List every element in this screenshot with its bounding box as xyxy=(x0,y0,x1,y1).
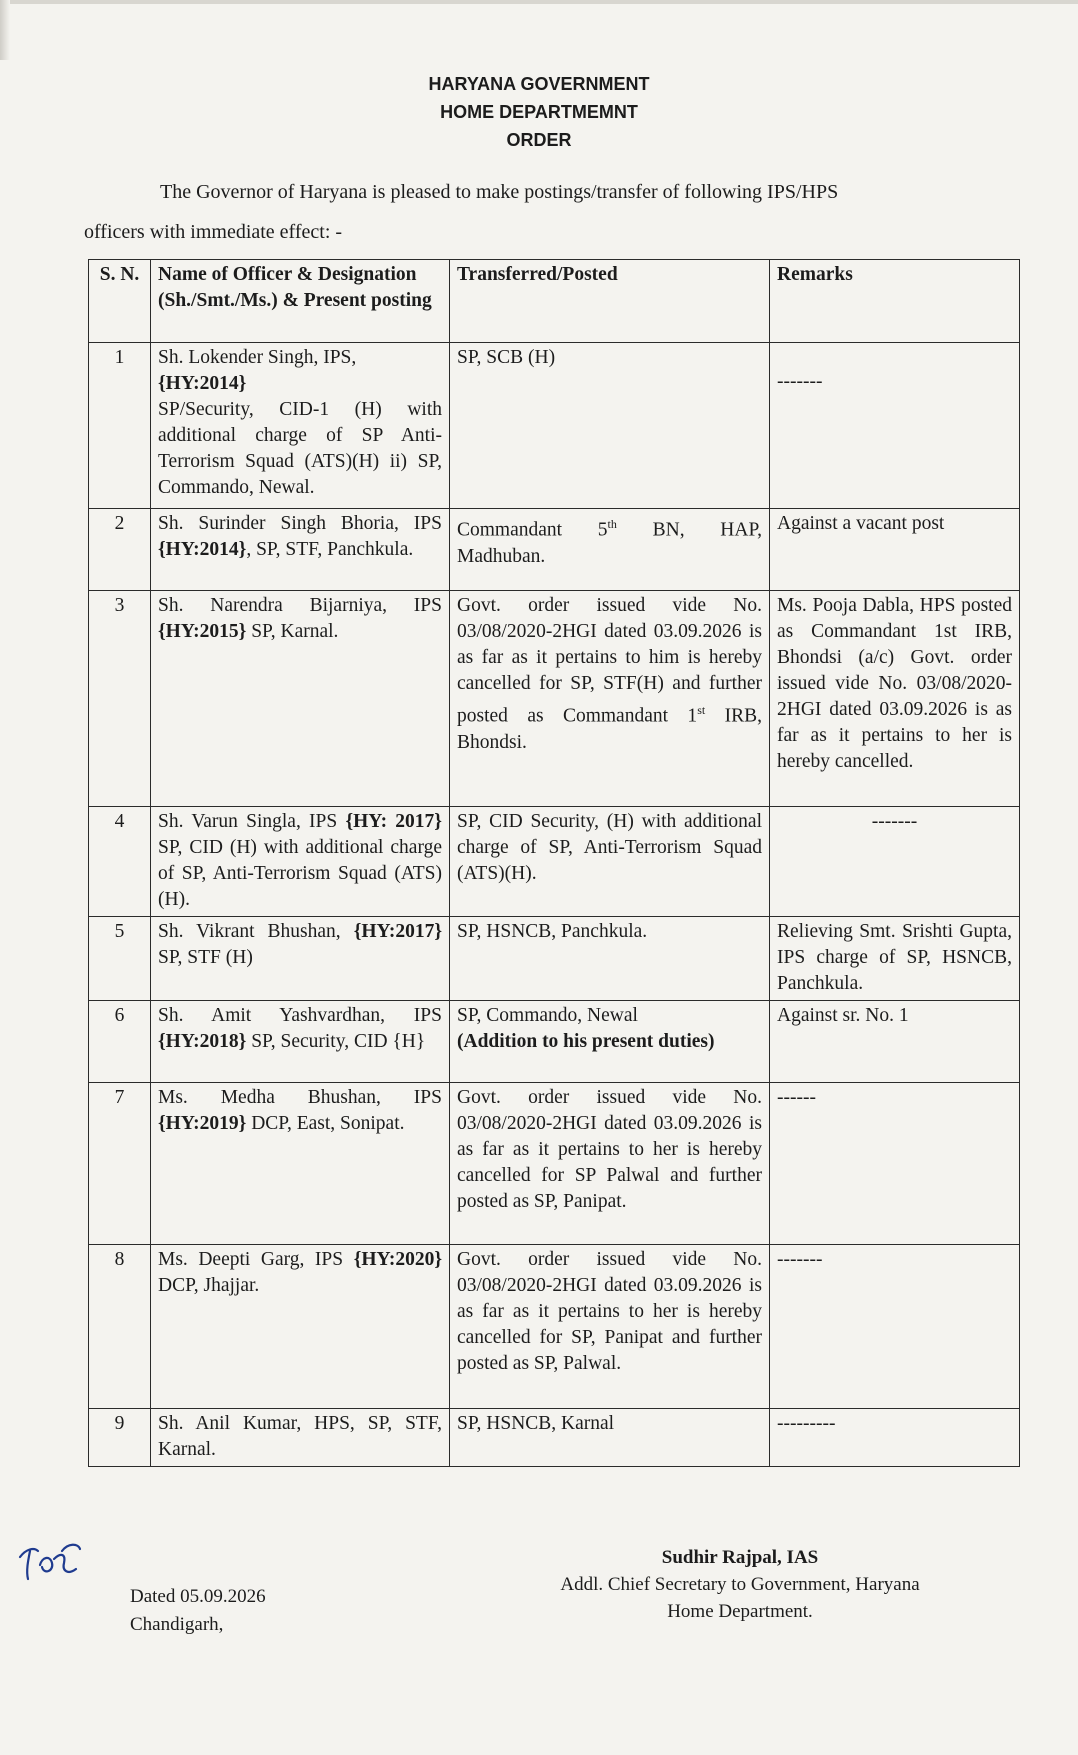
row-sn: 3 xyxy=(89,591,151,807)
row-sn: 8 xyxy=(89,1245,151,1409)
order-date: Dated 05.09.2026 xyxy=(130,1586,266,1607)
signatory-department: Home Department. xyxy=(667,1601,813,1622)
row-sn: 6 xyxy=(89,1001,151,1083)
signatory-name: Sudhir Rajpal, IAS xyxy=(661,1547,819,1568)
transferred-text-cont: IRB, Bhondsi. xyxy=(457,705,762,753)
batch-code: {HY:2014} xyxy=(158,373,247,394)
table-row xyxy=(89,509,1020,591)
batch-code: {HY:2017} xyxy=(353,921,443,942)
date-place-block xyxy=(130,1583,266,1639)
transferred-text: Govt. order issued vide No. 03/08/2020-2HGI dated 03.09.2026 is as far as it pertains to him is hereby cancelled for SP, STF(H) and further posted as Commandant 1 xyxy=(457,595,762,727)
header-order: ORDER xyxy=(506,130,572,150)
row-transferred xyxy=(450,509,770,591)
postings-table xyxy=(88,259,1020,1467)
row-officer xyxy=(151,343,450,509)
row-sn: 2 xyxy=(89,509,151,591)
present-posting: SP, CID (H) with additional charge of SP, Anti-Terrorism Squad (ATS)(H). xyxy=(158,837,442,910)
row-remarks: Ms. Pooja Dabla, HPS posted as Commandant 1st IRB, Bhondsi (a/c) Govt. order issued vide No. 03/08/2020-2HGI dated 03.09.2026 is as far as it pertains to her is hereby cancelled. xyxy=(770,591,1020,807)
officer-name: Sh. Lokender Singh, IPS, xyxy=(158,347,357,368)
row-officer xyxy=(151,1409,450,1467)
row-officer xyxy=(151,591,450,807)
table-row xyxy=(89,1083,1020,1245)
row-transferred xyxy=(450,1001,770,1083)
row-officer xyxy=(151,917,450,1001)
header-remarks: Remarks xyxy=(770,260,1020,343)
row-remarks: Against a vacant post xyxy=(770,509,1020,591)
intro-paragraph xyxy=(84,172,1012,252)
table-row xyxy=(89,591,1020,807)
batch-code: {HY:2019} xyxy=(158,1113,247,1134)
batch-code: {HY: 2017} xyxy=(345,811,442,832)
row-transferred xyxy=(450,591,770,807)
transferred-text: Commandant 5 xyxy=(457,519,608,541)
row-remarks: ------ xyxy=(770,1083,1020,1245)
signatory-block xyxy=(520,1544,960,1625)
batch-code: {HY:2015} xyxy=(158,621,247,642)
present-posting: SP, Security, CID {H} xyxy=(246,1031,426,1052)
present-posting: DCP, East, Sonipat. xyxy=(246,1113,405,1134)
row-remarks: ------- xyxy=(770,1245,1020,1409)
table-row xyxy=(89,1409,1020,1467)
row-remarks: Relieving Smt. Srishti Gupta, IPS charge of SP, HSNCB, Panchkula. xyxy=(770,917,1020,1001)
row-sn: 4 xyxy=(89,807,151,917)
header-name: Name of Officer & Designation (Sh./Smt./Ms.) & Present posting xyxy=(151,260,450,343)
header-government: HARYANA GOVERNMENT xyxy=(428,74,650,94)
table-row xyxy=(89,917,1020,1001)
officer-name: Sh. Narendra Bijarniya, IPS xyxy=(158,595,442,616)
row-officer xyxy=(151,1245,450,1409)
ordinal-suffix: st xyxy=(697,703,706,717)
row-officer xyxy=(151,1083,450,1245)
transferred-text: SP, Commando, Newal xyxy=(457,1005,638,1026)
officer-name: Sh. Varun Singla, IPS xyxy=(158,811,338,832)
row-sn: 9 xyxy=(89,1409,151,1467)
officer-name: Ms. Deepti Garg, IPS xyxy=(158,1249,344,1270)
batch-code: {HY:2014} xyxy=(158,539,247,560)
row-transferred: Govt. order issued vide No. 03/08/2020-2HGI dated 03.09.2026 is as far as it pertains to her is hereby cancelled for SP, Panipat and further posted as SP, Palwal. xyxy=(450,1245,770,1409)
row-officer xyxy=(151,1001,450,1083)
header-transferred: Transferred/Posted xyxy=(450,260,770,343)
handwritten-initials-icon xyxy=(16,1535,86,1585)
intro-line-2: officers with immediate effect: - xyxy=(84,221,343,243)
batch-code: {HY:2020} xyxy=(353,1249,443,1270)
present-posting: SP, STF (H) xyxy=(158,947,253,968)
officer-name: Sh. Surinder Singh Bhoria, IPS xyxy=(158,513,442,534)
row-transferred: SP, HSNCB, Karnal xyxy=(450,1409,770,1467)
table-row xyxy=(89,1245,1020,1409)
officer-name: Ms. Medha Bhushan, IPS xyxy=(158,1087,442,1108)
officer-name: Sh. Vikrant Bhushan, xyxy=(158,921,341,942)
page-top-edge xyxy=(0,0,1078,4)
officer-name: Sh. Amit Yashvardhan, IPS xyxy=(158,1005,442,1026)
signatory-designation: Addl. Chief Secretary to Government, Haryana xyxy=(560,1574,920,1595)
row-officer xyxy=(151,807,450,917)
present-posting: , SP, STF, Panchkula. xyxy=(246,539,414,560)
row-remarks: --------- xyxy=(770,1409,1020,1467)
row-remarks: Against sr. No. 1 xyxy=(770,1001,1020,1083)
row-sn: 5 xyxy=(89,917,151,1001)
present-posting: SP/Security, CID-1 (H) with additional charge of SP Anti-Terrorism Squad (ATS)(H) ii) SP, Commando, Newal. xyxy=(158,399,442,498)
present-posting: DCP, Jhajjar. xyxy=(158,1275,260,1296)
table-row xyxy=(89,1001,1020,1083)
header-department: HOME DEPARTMEMNT xyxy=(440,102,638,122)
table-header-row xyxy=(89,260,1020,343)
present-posting: SP, Karnal. xyxy=(246,621,339,642)
row-transferred: SP, CID Security, (H) with additional charge of SP, Anti-Terrorism Squad (ATS)(H). xyxy=(450,807,770,917)
row-remarks: ------- xyxy=(770,343,1020,509)
order-place: Chandigarh, xyxy=(130,1614,224,1635)
header-sn: S. N. xyxy=(89,260,151,343)
row-transferred: SP, SCB (H) xyxy=(450,343,770,509)
table-row xyxy=(89,343,1020,509)
transferred-note: (Addition to his present duties) xyxy=(457,1031,715,1052)
row-transferred: SP, HSNCB, Panchkula. xyxy=(450,917,770,1001)
batch-code: {HY:2018} xyxy=(158,1031,247,1052)
ordinal-suffix: th xyxy=(607,517,617,531)
transferred-text-cont: BN, HAP, Madhuban. xyxy=(457,519,763,567)
page-corner-shadow xyxy=(0,0,10,60)
row-sn: 1 xyxy=(89,343,151,509)
row-transferred: Govt. order issued vide No. 03/08/2020-2HGI dated 03.09.2026 is as far as it pertains to her is hereby cancelled for SP Palwal and further posted as SP, Panipat. xyxy=(450,1083,770,1245)
row-officer xyxy=(151,509,450,591)
table-row xyxy=(89,807,1020,917)
intro-line-1: The Governor of Haryana is pleased to make postings/transfer of following IPS/HPS xyxy=(160,181,839,203)
officer-name: Sh. Anil Kumar, HPS, SP, STF, Karnal. xyxy=(158,1413,442,1460)
row-sn: 7 xyxy=(89,1083,151,1245)
row-remarks: ------- xyxy=(770,807,1020,917)
